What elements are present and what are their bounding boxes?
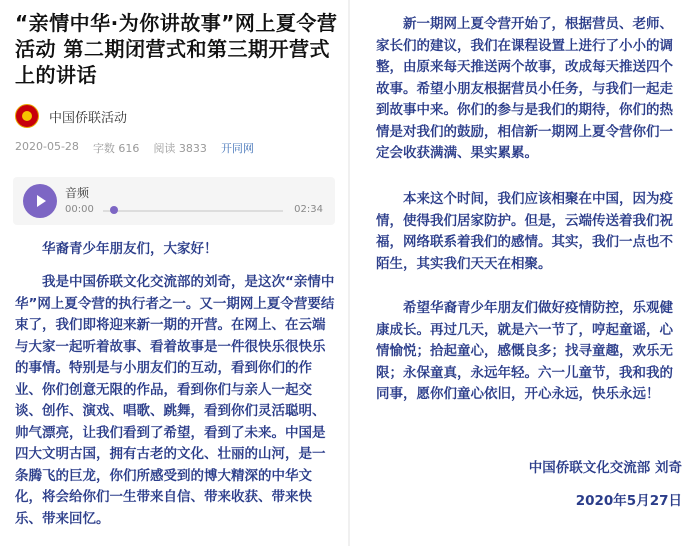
open-link[interactable]: 开同网 xyxy=(220,142,254,155)
publish-date: 2020-05-28 xyxy=(15,140,79,153)
read-count: 阅读 3833 xyxy=(153,142,207,155)
account-row[interactable] xyxy=(15,104,127,128)
signature-date: 2020年5月27日 xyxy=(575,493,682,509)
paragraph-4: 希望华裔青少年朋友们做好疫情防控，乐观健康成长。再过几天，就是六一节了，哼起童谣，心情愉悦；拾起童心，感慨良多；找寻童趣，欢乐无限；永保童真，永远年轻。六一儿童节，我和我的同事，愿你们童心依旧，开心永远，快乐永远！ xyxy=(376,300,673,402)
paragraph-2: 新一期网上夏令营开始了，根据营员、老师、家长们的建议，我们在课程设置上进行了小小的调整，由原来每天推送两个故事，改成每天推送四个故事。希望小朋友根据营员小任务，与我们一起走到故事中来。你们的参与是我们的期待，你们的热情是对我们的鼓励，相信新一期网上夏令营你们一定会收获满满、果实累累。 xyxy=(376,16,673,161)
audio-total-time: 02:34 xyxy=(294,204,323,215)
account-name[interactable]: 中国侨联活动 xyxy=(49,110,128,126)
greeting: 华裔青少年朋友们，大家好！ xyxy=(42,241,218,257)
audio-player[interactable] xyxy=(13,177,335,225)
account-logo-icon xyxy=(15,104,39,128)
audio-progress-track[interactable] xyxy=(103,210,283,212)
audio-title: 音频 xyxy=(65,186,90,200)
article-title: “亲情中华·为你讲故事”网上夏令营活动 第二期闭营式和第三期开营式上的讲话 xyxy=(15,11,338,87)
audio-current-time: 00:00 xyxy=(65,204,94,215)
paragraph-3: 本来这个时间，我们应该相聚在中国，因为疫情，使得我们居家防护。但是，云端传送着我们祝福，网络联系着我们的感情。其实，我们一点也不陌生，其实我们天天在相聚。 xyxy=(376,191,673,272)
word-count: 字数 616 xyxy=(92,142,140,155)
signature: 中国侨联文化交流部 刘奇 xyxy=(528,460,682,476)
audio-progress-thumb[interactable] xyxy=(110,206,118,214)
article-meta xyxy=(15,140,254,156)
paragraph-1: 我是中国侨联文化交流部的刘奇，是这次“亲情中华”网上夏令营的执行者之一。又一期网上夏令营要结束了，我们即将迎来新一期的开营。在网上、在云端与大家一起听着故事、看着故事是一件很快乐很快乐的事情。特别是与小朋友们的互动，看到你们的作业、你们创意无限的作品，看到你们与亲人一起交谈、创作、演戏、唱歌、跳舞，看到你们灵活聪明、帅气漂亮，让我们看到了希望，看到了未来。中国是四大文明古国，拥有古老的文化、壮丽的山河，是一条腾飞的巨龙，你们所感受到的博大精深的中华文化，将会给你们一生带来自信、带来收获、带来快乐、带来回忆。 xyxy=(15,274,335,527)
play-icon[interactable] xyxy=(23,184,57,218)
